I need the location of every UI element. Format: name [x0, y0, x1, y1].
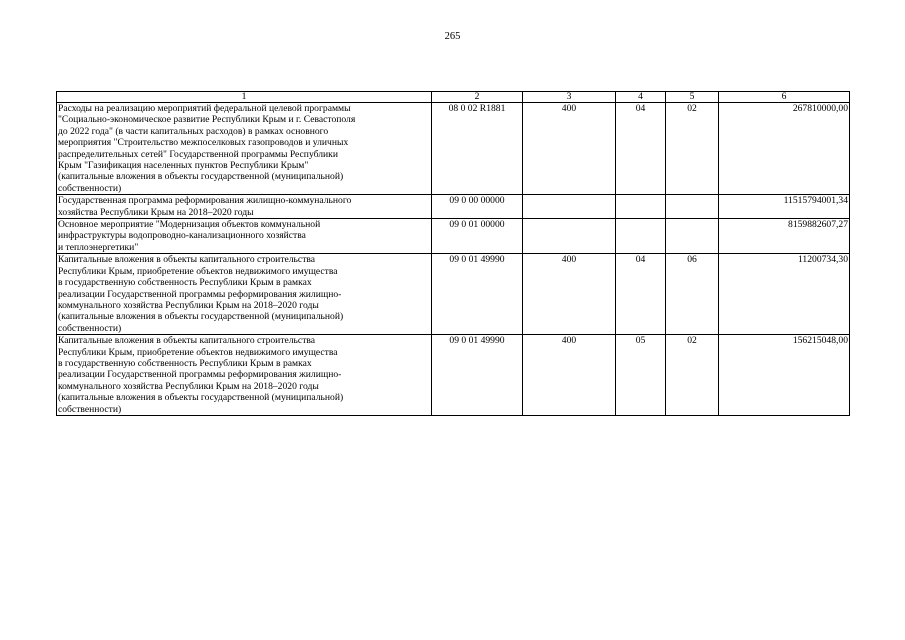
page-number: 265 — [444, 31, 461, 42]
row-description — [57, 335, 432, 416]
description-line: Расходы на реализацию мероприятий федеральной целевой программы — [58, 103, 351, 114]
row-amount: 11200734,30 — [719, 254, 850, 335]
description-line: Капитальные вложения в объекты капитального строительства — [58, 335, 316, 347]
row-description — [57, 195, 432, 219]
row-col5 — [666, 219, 719, 254]
row-col3: 400 — [523, 335, 616, 416]
description-line: Капитальные вложения в объекты капитального строительства — [58, 254, 316, 266]
row-col5: 02 — [666, 103, 719, 195]
row-description — [57, 103, 432, 195]
table-row — [57, 103, 850, 195]
table-row — [57, 335, 850, 416]
row-col3 — [523, 219, 616, 254]
row-code: 09 0 01 49990 — [432, 254, 523, 335]
description-line: собственности) — [58, 403, 122, 415]
row-amount: 8159882607,27 — [719, 219, 850, 254]
description-line: (капитальные вложения в объекты государственной (муниципальной) — [58, 171, 344, 183]
table-body — [57, 103, 850, 416]
description-line: коммунального хозяйства Республики Крым на 2018–2020 годы — [58, 380, 319, 392]
row-amount: 267810000,00 — [719, 103, 850, 195]
column-header-3: 3 — [523, 92, 616, 103]
row-col3: 400 — [523, 103, 616, 195]
description-line: реализации Государственной программы реформирования жилищно- — [58, 369, 342, 381]
budget-table — [56, 91, 850, 416]
description-line: Республики Крым, приобретение объектов недвижимого имущества — [58, 346, 338, 358]
row-code: 08 0 02 R1881 — [432, 103, 523, 195]
description-line: собственности) — [58, 322, 122, 334]
table-row — [57, 195, 850, 219]
table-header-row — [57, 92, 850, 103]
row-amount: 156215048,00 — [719, 335, 850, 416]
description-line: распределительных сетей" Государственной программы Республики — [58, 148, 338, 160]
description-line: Государственная программа реформирования жилищно-коммунального — [58, 195, 352, 207]
description-line: в государственную собственность Республики Крым в рамках — [58, 277, 312, 289]
row-col5: 02 — [666, 335, 719, 416]
description-line: реализации Государственной программы реформирования жилищно- — [58, 288, 342, 300]
description-line: (капитальные вложения в объекты государственной (муниципальной) — [58, 311, 344, 323]
description-line: хозяйства Республики Крым на 2018–2020 годы — [58, 206, 254, 218]
description-line: Республики Крым, приобретение объектов недвижимого имущества — [58, 265, 338, 277]
row-col4: 04 — [616, 103, 666, 195]
column-header-1: 1 — [57, 92, 432, 103]
row-description — [57, 219, 432, 254]
row-description — [57, 254, 432, 335]
description-line: и теплоэнергетики" — [58, 241, 139, 253]
description-line: собственности) — [58, 182, 122, 194]
description-line: мероприятия "Строительство межпоселковых газопроводов и уличных — [58, 137, 349, 149]
description-line: Крым "Газификация населенных пунктов Республики Крым" — [58, 160, 309, 172]
row-col3: 400 — [523, 254, 616, 335]
row-col4: 05 — [616, 335, 666, 416]
row-col4 — [616, 195, 666, 219]
row-code: 09 0 01 49990 — [432, 335, 523, 416]
table-row — [57, 219, 850, 254]
column-header-5: 5 — [666, 92, 719, 103]
column-header-4: 4 — [616, 92, 666, 103]
description-line: "Социально-экономическое развитие Республики Крым и г. Севастополя — [58, 114, 356, 126]
table-row — [57, 254, 850, 335]
row-col4 — [616, 219, 666, 254]
description-line: в государственную собственность Республики Крым в рамках — [58, 357, 312, 369]
description-line: Основное мероприятие "Модернизация объектов коммунальной — [58, 219, 321, 231]
row-col5: 06 — [666, 254, 719, 335]
description-line: до 2022 года" (в части капитальных расходов) в рамках основного — [58, 125, 329, 137]
column-header-2: 2 — [432, 92, 523, 103]
row-code: 09 0 01 00000 — [432, 219, 523, 254]
description-line: инфраструктуры водопроводно-канализационного хозяйства — [58, 230, 306, 242]
description-line: коммунального хозяйства Республики Крым на 2018–2020 годы — [58, 299, 319, 311]
column-header-6: 6 — [719, 92, 850, 103]
row-col4: 04 — [616, 254, 666, 335]
row-code: 09 0 00 00000 — [432, 195, 523, 219]
row-col3 — [523, 195, 616, 219]
row-amount: 11515794001,34 — [719, 195, 850, 219]
description-line: (капитальные вложения в объекты государственной (муниципальной) — [58, 392, 344, 404]
row-col5 — [666, 195, 719, 219]
